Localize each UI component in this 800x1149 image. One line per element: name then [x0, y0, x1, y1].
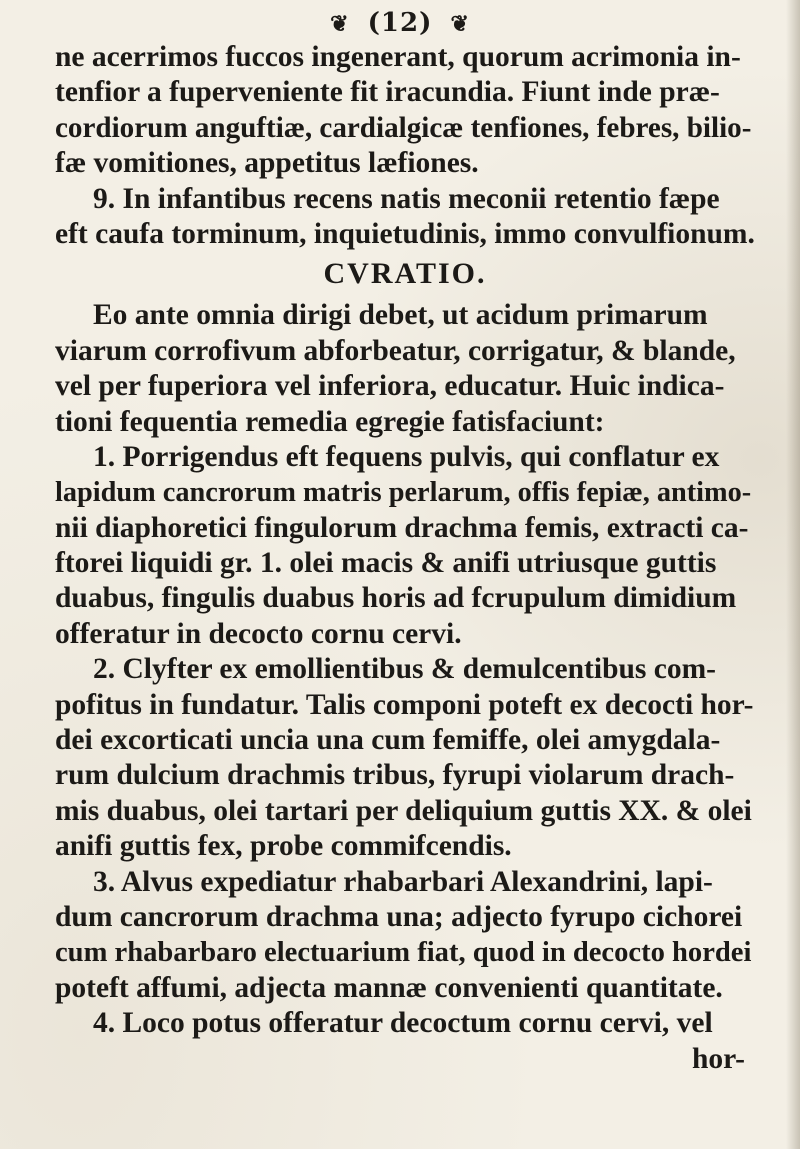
section-heading: CVRATIO.: [323, 257, 487, 291]
text-line: ne acerrimos fuccos ingenerant, quorum acrimonia in-: [55, 41, 741, 73]
text-line: poteft affumi, adjecta mannæ convenienti quantitate.: [55, 971, 723, 1004]
text-line: mis duabus, olei tartari per deliquium guttis XX. & olei: [55, 794, 752, 827]
text-line: viarum corrofivum abforbeatur, corrigatur, & blande,: [55, 334, 736, 367]
text-line: cum rhabarbaro electuarium fiat, quod in decocto hordei: [55, 937, 752, 969]
text-line: duabus, fingulis duabus horis ad fcrupulum dimidium: [55, 582, 737, 615]
page-edge-shadow: [786, 0, 800, 1149]
text-line: cordiorum anguftiæ, cardialgicæ tenfiones, febres, bilio-: [55, 111, 752, 144]
text-line: tioni fequentia remedia egregie fatisfaciunt:: [55, 405, 605, 438]
text-line: 1. Porrigendus eft fequens pulvis, qui conflatur ex: [93, 440, 720, 473]
text-line: Eo ante omnia dirigi debet, ut acidum primarum: [93, 299, 708, 332]
text-line: tenfior a fuperveniente fit iracundia. Fiunt inde præ-: [55, 76, 720, 109]
text-line: pofitus in fundatur. Talis componi poteft ex decocti hor-: [55, 688, 754, 721]
text-line: nii diaphoretici fingulorum drachma femis, extracti ca-: [55, 511, 749, 544]
text-line: fæ vomitiones, appetitus læfiones.: [55, 147, 479, 180]
text-line: offeratur in decocto cornu cervi.: [55, 617, 462, 650]
fleuron-ornament-left: ❦: [330, 11, 350, 37]
fleuron-ornament-right: ❦: [450, 11, 470, 37]
text-line: vel per fuperiora vel inferiora, educatur. Huic indica-: [55, 370, 725, 403]
text-line: dei excorticati uncia una cum femiffe, olei amygdala-: [55, 724, 721, 757]
text-line: dum cancrorum drachma una; adjecto fyrupo cichorei: [55, 900, 743, 933]
text-line: 2. Clyfter ex emollientibus & demulcentibus com-: [93, 653, 716, 686]
text-line: 4. Loco potus offeratur decoctum cornu cervi, vel: [93, 1007, 713, 1040]
text-line: 9. In infantibus recens natis meconii retentio fæpe: [93, 182, 720, 215]
text-line: lapidum cancrorum matris perlarum, offis fepiæ, antimo-: [55, 477, 752, 509]
body-text: [55, 40, 755, 1077]
running-head: [0, 6, 800, 41]
text-line: rum dulcium drachmis tribus, fyrupi violarum drach-: [55, 759, 735, 792]
page-number: (12): [367, 8, 433, 38]
text-line: ftorei liquidi gr. 1. olei macis & anifi utriusque guttis: [55, 547, 717, 580]
text-line: eft caufa torminum, inquietudinis, immo convulfionum.: [55, 217, 755, 250]
catchword: hor-: [692, 1042, 745, 1075]
text-line: 3. Alvus expediatur rhabarbari Alexandrini, lapi-: [93, 865, 713, 898]
text-line: anifi guttis fex, probe commifcendis.: [55, 830, 512, 863]
